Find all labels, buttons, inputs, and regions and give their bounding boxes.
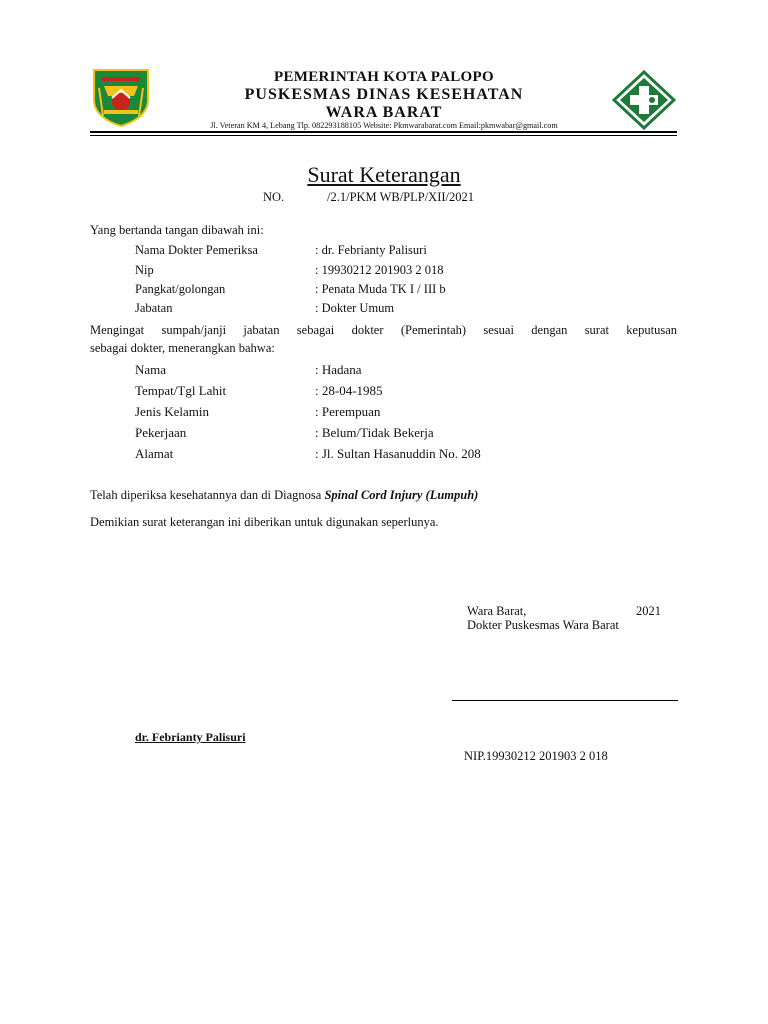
signer-field-label: Jabatan bbox=[135, 301, 173, 315]
document-number-label: NO. bbox=[263, 190, 285, 204]
letterhead-unit: WARA BARAT bbox=[325, 104, 443, 121]
intro-text: Yang bertanda tangan dibawah ini: bbox=[90, 223, 264, 237]
patient-field-value: : 28-04-1985 bbox=[315, 383, 383, 398]
letterhead-address: Jl. Veteran KM 4, Lebang Tlp. 082293188105 Website: Pkmwarabarat.com Email:pkmwabar@gmail.com bbox=[210, 121, 558, 130]
signer-field-value: : Penata Muda TK I / III b bbox=[315, 282, 446, 296]
patient-field-label: Alamat bbox=[135, 446, 174, 461]
signer-field-label: Pangkat/golongan bbox=[135, 282, 226, 296]
letterhead-divider-thin bbox=[90, 135, 677, 136]
document-number: /2.1/PKM WB/PLP/XII/2021 bbox=[327, 190, 475, 204]
signature-line bbox=[452, 700, 678, 701]
signature-year: 2021 bbox=[636, 604, 661, 618]
diagnosis-name: Spinal Cord Injury (Lumpuh) bbox=[324, 488, 479, 502]
patient-field-label: Tempat/Tgl Lahit bbox=[135, 383, 227, 398]
letterhead-government: PEMERINTAH KOTA PALOPO bbox=[274, 69, 494, 85]
signer-field-value: : dr. Febrianty Palisuri bbox=[315, 243, 427, 257]
document-title: Surat Keterangan bbox=[307, 162, 461, 187]
signature-name: dr. Febrianty Palisuri bbox=[135, 730, 246, 744]
patient-field-value: : Hadana bbox=[315, 362, 362, 377]
signature-role: Dokter Puskesmas Wara Barat bbox=[467, 618, 619, 632]
patient-field-value: : Belum/Tidak Bekerja bbox=[315, 425, 434, 440]
signature-nip: NIP.19930212 201903 2 018 bbox=[464, 749, 608, 763]
patient-field-label: Jenis Kelamin bbox=[135, 404, 210, 419]
signer-field-label: Nip bbox=[135, 263, 154, 277]
signer-field-label: Nama Dokter Pemeriksa bbox=[135, 243, 258, 257]
signer-field-value: : Dokter Umum bbox=[315, 301, 395, 315]
statement-line-1: Mengingat sumpah/janji jabatan sebagai dokter (Pemerintah) sesuai dengan surat keputusan bbox=[90, 323, 677, 337]
patient-field-label: Nama bbox=[135, 362, 167, 377]
letterhead-agency: PUSKESMAS DINAS KESEHATAN bbox=[244, 86, 524, 103]
statement-line-2: sebagai dokter, menerangkan bahwa: bbox=[90, 341, 275, 355]
patient-field-label: Pekerjaan bbox=[135, 425, 187, 440]
patient-field-value: : Jl. Sultan Hasanuddin No. 208 bbox=[315, 446, 481, 461]
diagnosis-prefix: Telah diperiksa kesehatannya dan di Diagnosa bbox=[90, 488, 325, 502]
diagnosis-statement bbox=[90, 488, 478, 503]
closing-text: Demikian surat keterangan ini diberikan untuk digunakan seperlunya. bbox=[90, 515, 439, 529]
patient-field-value: : Perempuan bbox=[315, 404, 381, 419]
signer-field-value: : 19930212 201903 2 018 bbox=[315, 263, 444, 277]
letterhead-divider bbox=[90, 131, 677, 133]
signature-place: Wara Barat, bbox=[467, 604, 527, 618]
